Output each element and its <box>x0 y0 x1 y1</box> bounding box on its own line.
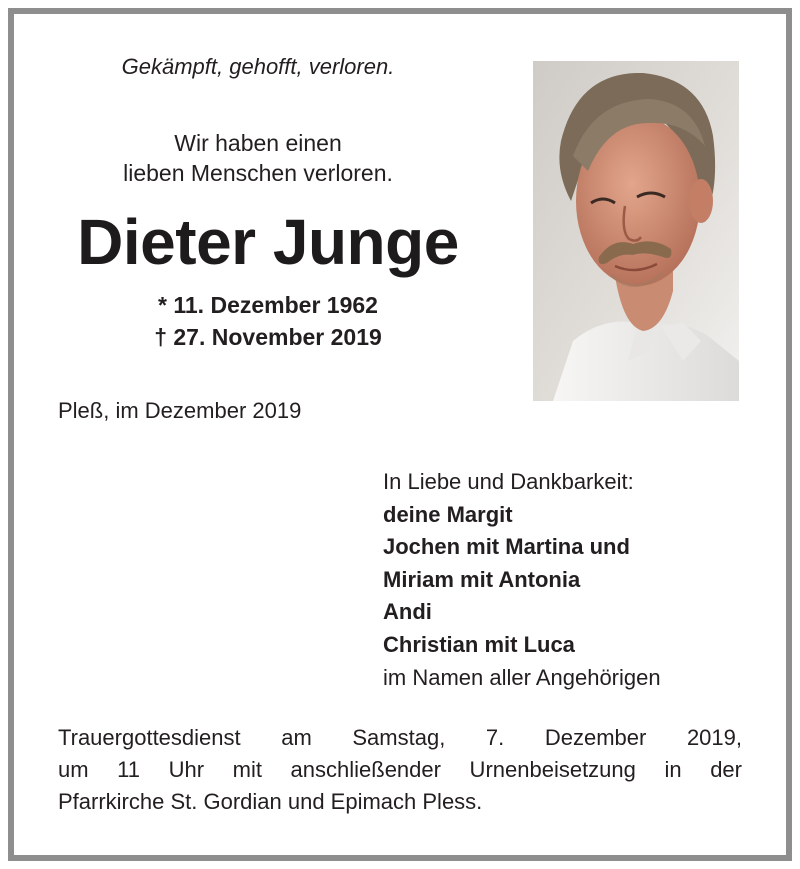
intro-line-1: Wir haben einen <box>174 130 342 156</box>
mourner-name: Miriam mit Antonia <box>383 566 581 592</box>
mourner-name: deine Margit <box>383 501 513 527</box>
intro-text <box>58 128 458 188</box>
intro-line-2: lieben Menschen verloren. <box>123 160 393 186</box>
mourners-closing: im Namen aller Angehörigen <box>383 664 661 690</box>
motto-text: Gekämpft, gehofft, verloren. <box>121 54 395 79</box>
place-date: Pleß, im Dezember 2019 <box>58 398 302 423</box>
mourner-name: Jochen mit Martina und <box>383 534 630 560</box>
portrait-illustration <box>533 61 739 401</box>
birth-date: * 11. Dezember 1962 <box>158 292 378 318</box>
service-line-1: Trauergottesdienst am Samstag, 7. Dezember 2019, <box>58 725 742 750</box>
portrait-photo <box>533 61 739 401</box>
mourner-name: Christian mit Luca <box>383 631 575 657</box>
life-dates <box>58 289 478 353</box>
service-info <box>58 722 742 818</box>
service-line-2: um 11 Uhr mit anschließender Urnenbeisetzung in der <box>58 757 742 782</box>
deceased-name: Dieter Junge <box>77 206 459 278</box>
service-line-3: Pfarrkirche St. Gordian und Epimach Pless. <box>58 789 483 814</box>
death-date: † 27. November 2019 <box>154 324 382 350</box>
mourners-intro: In Liebe und Dankbarkeit: <box>383 469 634 494</box>
mourners-block <box>383 466 661 694</box>
mourner-name: Andi <box>383 599 432 625</box>
